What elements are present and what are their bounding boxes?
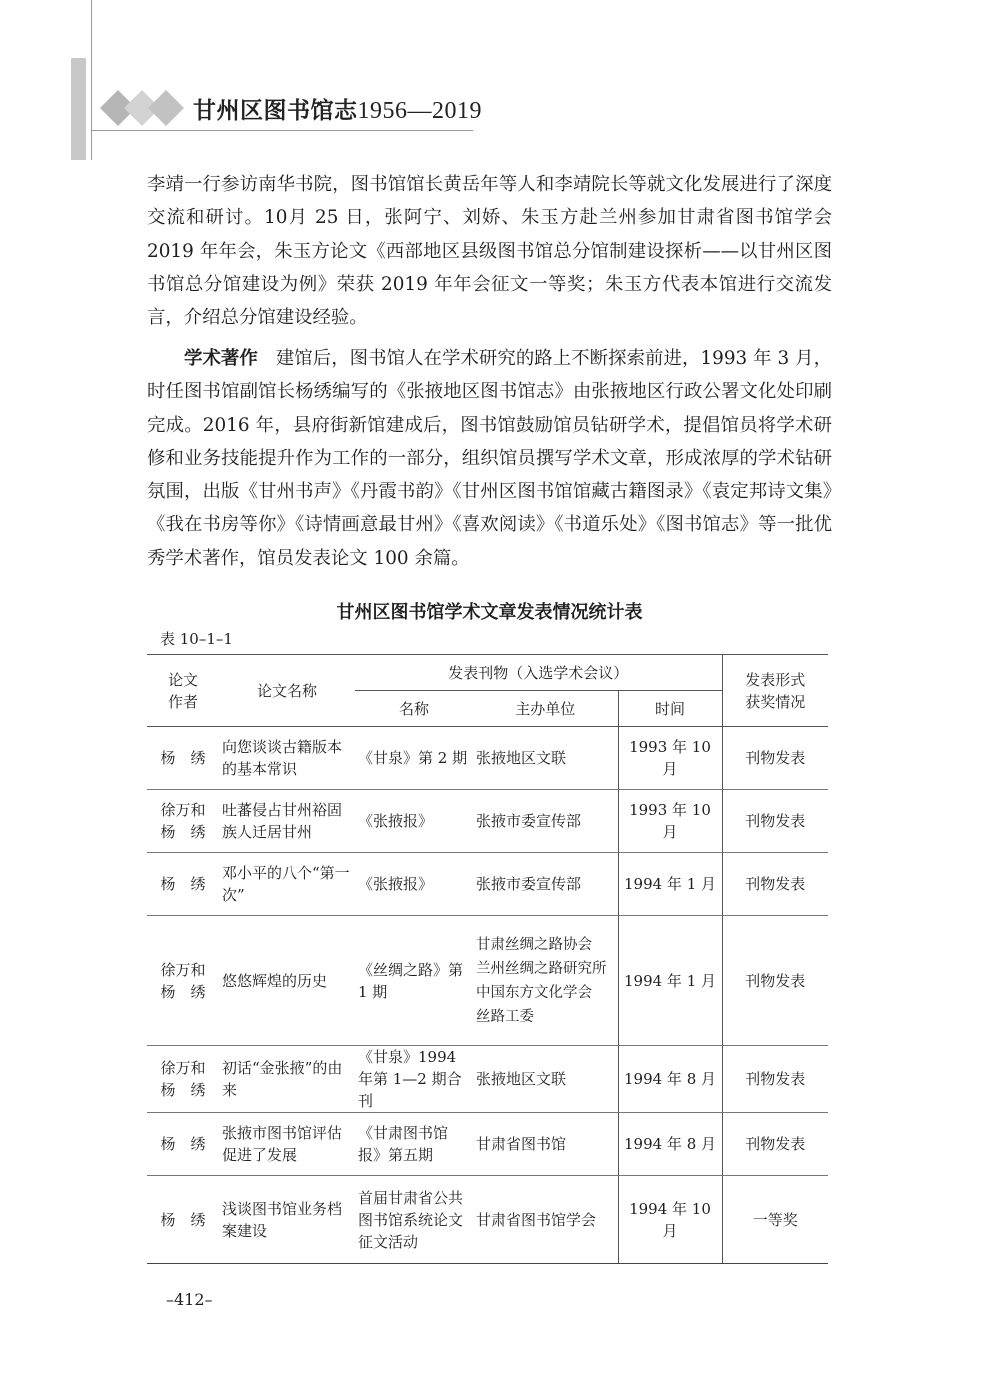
cell-time: 1994 年 1 月 <box>618 853 722 916</box>
header-years: 1956—2019 <box>357 98 482 124</box>
paragraph-2-text: 建馆后，图书馆人在学术研究的路上不断探索前进，1993 年 3 月，时任图书馆副馆长杨绣编写的《张掖地区图书馆志》由张掖地区行政公署文化处印刷完成。2016 年，县府街新馆建成后，图书馆鼓励馆员钻研学术，提倡馆员将学术研修和业务技能提升作为工作的一部分，组织馆员撰写学术文章，形成浓厚的学术钻研氛围，出版《甘州书声》《丹霞书韵》《甘州区图书馆馆藏古籍图录》《袁定邦诗文集》《我在书房等你》《诗情画意最甘州》《喜欢阅读》《书道乐处》《图书馆志》等一批优秀学术著作，馆员发表论文 100 余篇。 <box>147 348 832 569</box>
statistics-table <box>147 654 828 1264</box>
header-paper-title: 论文名称 <box>219 655 355 727</box>
paragraph-2 <box>147 342 832 575</box>
section-keyword: 学术著作 <box>184 348 258 369</box>
cell-org: 张掖市委宣传部 <box>473 790 618 853</box>
cell-author-2: 杨 绣 <box>160 1081 206 1099</box>
cell-pub: 《甘泉》1994 年第 1—2 期合刊 <box>355 1046 473 1113</box>
cell-author: 杨 绣 <box>160 749 206 767</box>
cell-author: 徐万和 <box>160 1059 206 1077</box>
cell-pub: 《张掖报》 <box>355 853 473 916</box>
header-author: 论文 作者 <box>147 655 219 727</box>
cell-pub: 首届甘肃省公共图书馆系统论文征文活动 <box>355 1176 473 1264</box>
cell-author: 徐万和 <box>160 801 206 819</box>
cell-form: 刊物发表 <box>722 853 828 916</box>
cell-org: 张掖地区文联 <box>473 1046 618 1113</box>
cell-author-2: 杨 绣 <box>160 823 206 841</box>
cell-author: 杨 绣 <box>160 1135 206 1153</box>
cell-time: 1994 年 1 月 <box>618 916 722 1046</box>
page-number: –412– <box>166 1290 213 1309</box>
header-gray-bar <box>71 58 86 160</box>
cell-paper: 初话“金张掖”的由来 <box>219 1046 355 1113</box>
cell-author: 杨 绣 <box>160 1210 206 1229</box>
cell-form: 一等奖 <box>722 1176 828 1264</box>
running-header-title <box>193 92 482 125</box>
cell-form: 刊物发表 <box>722 790 828 853</box>
cell-time: 1994 年 8 月 <box>618 1046 722 1113</box>
cell-org: 张掖市委宣传部 <box>473 853 618 916</box>
cell-form: 刊物发表 <box>722 916 828 1046</box>
cell-time: 1994 年 10 月 <box>618 1176 722 1264</box>
table-number: 表 10–1–1 <box>160 630 233 648</box>
cell-org: 甘肃省图书馆学会 <box>473 1176 618 1264</box>
header-pub-org: 主办单位 <box>473 691 618 727</box>
cell-pub: 《张掖报》 <box>355 790 473 853</box>
header-pub-name: 名称 <box>355 691 473 727</box>
cell-author-2: 杨 绣 <box>160 982 206 1001</box>
cell-author: 徐万和 <box>160 960 206 979</box>
cell-time: 1993 年 10 月 <box>618 727 722 790</box>
table-row <box>147 1113 828 1176</box>
paragraph-1: 李靖一行参访南华书院，图书馆馆长黄岳年等人和李靖院长等就文化发展进行了深度交流和研讨。10月 25 日，张阿宁、刘娇、朱玉方赴兰州参加甘肃省图书馆学会 2019 年年会，朱玉方论文《西部地区县级图书馆总分馆制建设探析——以甘州区图书馆总分馆建设为例》荣获 2019 年年会征文一等奖；朱玉方代表本馆进行交流发言，介绍总分馆建设经验。 <box>147 174 832 329</box>
table-row <box>147 1176 828 1264</box>
table-row <box>147 1046 828 1113</box>
cell-paper: 向您谈谈古籍版本的基本常识 <box>219 727 355 790</box>
cell-time: 1993 年 10 月 <box>618 790 722 853</box>
cell-paper: 悠悠辉煌的历史 <box>219 916 355 1046</box>
header-pub-time: 时间 <box>618 691 722 727</box>
header-horizontal-rule <box>91 130 473 131</box>
cell-pub: 《丝绸之路》第 1 期 <box>355 916 473 1046</box>
cell-paper: 张掖市图书馆评估促进了发展 <box>219 1113 355 1176</box>
cell-org: 甘肃丝绸之路协会 兰州丝绸之路研究所 中国东方文化学会 丝路工委 <box>473 916 618 1046</box>
cell-paper: 邓小平的八个“第一次” <box>219 853 355 916</box>
header-vertical-rule <box>91 0 92 160</box>
cell-paper: 浅谈图书馆业务档案建设 <box>219 1176 355 1264</box>
table-row <box>147 790 828 853</box>
cell-paper: 吐蕃侵占甘州裕固族人迁居甘州 <box>219 790 355 853</box>
header-title-text: 甘州区图书馆志 <box>193 98 358 124</box>
table-row <box>147 916 828 1046</box>
header-form: 发表形式 获奖情况 <box>722 655 828 727</box>
header-publication-group: 发表刊物（入选学术会议） <box>355 655 722 691</box>
cell-time: 1994 年 8 月 <box>618 1113 722 1176</box>
cell-pub: 《甘泉》第 2 期 <box>355 727 473 790</box>
table-row <box>147 853 828 916</box>
cell-form: 刊物发表 <box>722 1046 828 1113</box>
table-row <box>147 727 828 790</box>
cell-author: 杨 绣 <box>160 875 206 893</box>
cell-pub: 《甘肃图书馆报》第五期 <box>355 1113 473 1176</box>
cell-org: 张掖地区文联 <box>473 727 618 790</box>
table-title: 甘州区图书馆学术文章发表情况统计表 <box>336 602 643 623</box>
cell-form: 刊物发表 <box>722 727 828 790</box>
cell-form: 刊物发表 <box>722 1113 828 1176</box>
cell-org: 甘肃省图书馆 <box>473 1113 618 1176</box>
